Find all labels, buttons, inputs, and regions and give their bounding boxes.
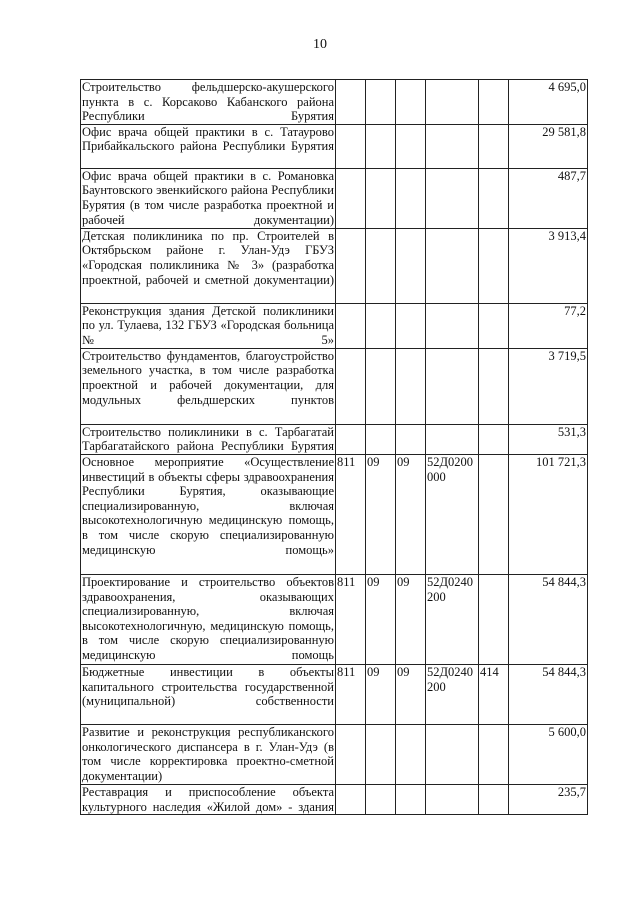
row-amount-cell: 101 721,3 <box>509 454 588 574</box>
row-rz-cell <box>366 228 396 303</box>
row-pr-cell: 09 <box>396 454 426 574</box>
page-number: 10 <box>313 37 327 52</box>
row-name-cell: Офис врача общей практики в с. Татаурово Прибайкальского района Республики Бурятия <box>81 124 336 168</box>
row-name-cell: Основное мероприятие «Осуществление инвестиций в объекты сферы здравоохранения Республики Бурятия, оказывающие специализированную, включая высокотехнологичную медицинскую помощь, в том числе скорую специализированную медицинскую помощь» <box>81 454 336 574</box>
row-name-cell: Реконструкция здания Детской поликлиники по ул. Тулаева, 132 ГБУЗ «Городская больница № 5» <box>82 303 334 347</box>
row-vr-cell <box>479 124 509 168</box>
row-csr-cell <box>426 80 479 125</box>
row-amount-cell: 4 695,0 <box>509 80 588 125</box>
row-amount-cell: 54 844,3 <box>509 574 588 664</box>
row-csr-cell: 52Д0240 200 <box>426 574 479 664</box>
row-vr-cell <box>479 348 509 424</box>
row-rz-cell <box>366 784 396 814</box>
row-pr-cell <box>396 724 426 784</box>
row-grbs-cell <box>336 784 366 814</box>
row-vr-cell <box>479 784 509 814</box>
row-amount-cell: 3 719,5 <box>509 348 588 424</box>
row-amount-cell: 54 844,3 <box>509 664 588 724</box>
row-name-cell: Бюджетные инвестиции в объекты капитального строительства государственной (муниципальной) собственности <box>81 664 336 724</box>
row-csr-cell: 52Д0200 000 <box>426 454 479 574</box>
row-amount-cell: 3 913,4 <box>509 228 588 303</box>
row-csr-cell <box>426 784 479 814</box>
row-csr-cell <box>426 124 479 168</box>
row-vr-cell <box>479 724 509 784</box>
row-amount-cell: 5 600,0 <box>509 724 588 784</box>
row-csr-cell: 52Д0240 200 <box>426 664 479 724</box>
row-pr-cell <box>396 80 426 125</box>
row-csr-cell <box>426 303 479 348</box>
row-amount-cell: 235,7 <box>509 784 588 814</box>
row-pr-cell <box>396 424 426 454</box>
row-pr-cell: 09 <box>396 574 426 664</box>
row-pr-cell <box>396 784 426 814</box>
table-row <box>81 124 588 168</box>
table-row <box>81 424 588 454</box>
row-name-cell: Проектирование и строительство объектов здравоохранения, оказывающих специализированную, включая высокотехнологичную, медицинскую помощь, в том числе скорую специализированную медицинскую помощь <box>81 574 336 664</box>
row-grbs-cell <box>336 724 366 784</box>
budget-table <box>80 79 588 815</box>
row-vr-cell <box>479 303 509 348</box>
row-vr-cell: 414 <box>479 664 509 724</box>
table-row <box>81 303 588 348</box>
row-name-cell: Реставрация и приспособление объекта культурного наследия «Жилой дом» - здания <box>82 784 334 814</box>
row-vr-cell <box>479 574 509 664</box>
row-rz-cell: 09 <box>366 664 396 724</box>
table-row <box>81 168 588 228</box>
row-grbs-cell <box>336 303 366 348</box>
row-pr-cell <box>396 168 426 228</box>
table-row <box>81 784 588 814</box>
row-vr-cell <box>479 424 509 454</box>
row-name-cell: Строительство фундаментов, благоустройство земельного участка, в том числе разработка проектной и рабочей документации, для модульных фельдшерских пунктов <box>81 348 336 424</box>
table-row <box>81 454 588 574</box>
row-name-cell: Развитие и реконструкция республиканского онкологического диспансера в г. Улан-Удэ (в том числе корректировка проектно-сметной документации) <box>82 724 334 783</box>
row-amount-cell: 77,2 <box>509 303 588 348</box>
row-rz-cell: 09 <box>366 454 396 574</box>
row-rz-cell <box>366 348 396 424</box>
row-rz-cell <box>366 168 396 228</box>
table-row <box>81 228 588 303</box>
row-pr-cell <box>396 124 426 168</box>
row-vr-cell <box>479 454 509 574</box>
row-csr-cell <box>426 168 479 228</box>
row-grbs-cell: 811 <box>336 664 366 724</box>
row-csr-cell <box>426 228 479 303</box>
budget-table-body <box>81 80 588 815</box>
row-grbs-cell <box>336 228 366 303</box>
row-csr-cell <box>426 424 479 454</box>
table-row <box>81 574 588 664</box>
row-name-cell: Детская поликлиника по пр. Строителей в Октябрьском районе г. Улан-Удэ ГБУЗ «Городская поликлиника № 3» (разработка проектной, рабочей и сметной документации) <box>81 228 336 303</box>
table-row <box>81 80 588 125</box>
row-grbs-cell <box>336 168 366 228</box>
row-csr-cell <box>426 348 479 424</box>
row-name-cell: Офис врача общей практики в с. Романовка Баунтовского эвенкийского района Республики Бурятия (в том числе разработка проектной и рабочей документации) <box>82 168 334 227</box>
row-grbs-cell <box>336 124 366 168</box>
row-rz-cell <box>366 424 396 454</box>
table-row <box>81 724 588 784</box>
row-pr-cell: 09 <box>396 664 426 724</box>
row-pr-cell <box>396 303 426 348</box>
row-rz-cell <box>366 80 396 125</box>
row-pr-cell <box>396 348 426 424</box>
row-vr-cell <box>479 80 509 125</box>
row-rz-cell <box>366 724 396 784</box>
row-amount-cell: 29 581,8 <box>509 124 588 168</box>
row-grbs-cell: 811 <box>336 574 366 664</box>
row-name-cell: Строительство фельдшерско-акушерского пункта в с. Корсаково Кабанского района Республики Бурятия <box>82 80 334 124</box>
row-csr-cell <box>426 724 479 784</box>
row-grbs-cell <box>336 80 366 125</box>
row-amount-cell: 531,3 <box>509 424 588 454</box>
row-pr-cell <box>396 228 426 303</box>
row-name-cell: Строительство поликлиники в с. Тарбагатай Тарбагатайского района Республики Бурятия <box>82 424 334 454</box>
row-vr-cell <box>479 168 509 228</box>
row-vr-cell <box>479 228 509 303</box>
row-rz-cell <box>366 124 396 168</box>
row-grbs-cell <box>336 424 366 454</box>
row-rz-cell <box>366 303 396 348</box>
row-amount-cell: 487,7 <box>509 168 588 228</box>
row-rz-cell: 09 <box>366 574 396 664</box>
table-row <box>81 348 588 424</box>
row-grbs-cell <box>336 348 366 424</box>
row-grbs-cell: 811 <box>336 454 366 574</box>
table-row <box>81 664 588 724</box>
